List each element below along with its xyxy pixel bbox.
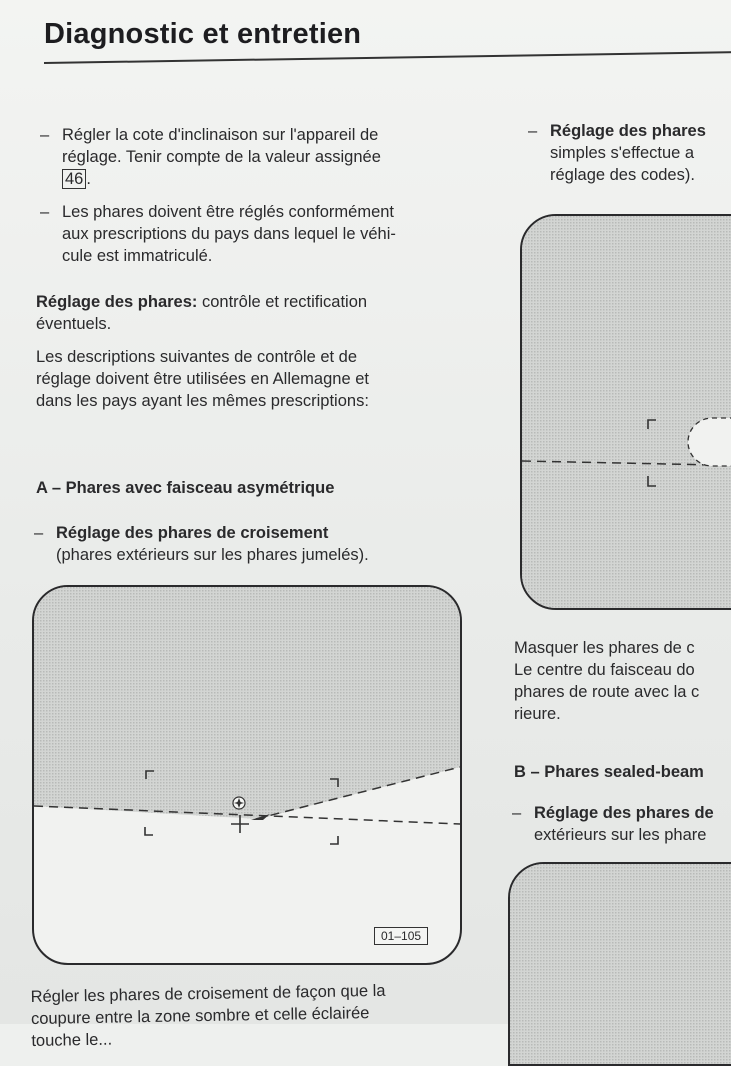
para-text: contrôle et rectification bbox=[197, 293, 368, 311]
bullet-regulations bbox=[40, 201, 396, 267]
bullet-dash: – bbox=[512, 804, 522, 822]
para-text: rieure. bbox=[514, 705, 561, 723]
bullet-dash: – bbox=[34, 524, 44, 542]
bullet-dash: – bbox=[528, 122, 538, 140]
para-text: phares de route avec la c bbox=[514, 683, 700, 701]
sealed-beam-diagram bbox=[508, 862, 731, 1066]
bullet-line: réglage. Tenir compte de la valeur assignée bbox=[62, 148, 381, 166]
bullet-line: simples s'effectue a bbox=[550, 144, 695, 162]
bullet-inclination bbox=[40, 124, 381, 190]
paragraph-bottom bbox=[30, 980, 386, 1052]
para-text: Le centre du faisceau do bbox=[514, 661, 695, 679]
dark-zone bbox=[510, 864, 731, 1064]
bold-lead: Réglage des phares: bbox=[36, 293, 198, 311]
para-text: coupure entre la zone sombre et celle éclairée bbox=[30, 1004, 370, 1028]
bullet-low-beam bbox=[34, 522, 369, 566]
dark-zone bbox=[522, 216, 731, 608]
para-text: Masquer les phares de c bbox=[514, 639, 695, 657]
period: . bbox=[86, 170, 91, 188]
para-text: Les descriptions suivantes de contrôle et de bbox=[36, 348, 358, 366]
bullet-line: Réglage des phares de croisement bbox=[56, 524, 329, 542]
bullet-line: Réglage des phares bbox=[550, 122, 706, 140]
bullet-line: Réglage des phares de bbox=[534, 804, 714, 822]
low-beam-diagram bbox=[32, 585, 462, 965]
paragraph-right-mask bbox=[514, 637, 699, 725]
light-spot-icon bbox=[233, 797, 245, 809]
bullet-line: aux prescriptions du pays dans lequel le véhi- bbox=[62, 225, 396, 243]
bullet-dash: – bbox=[40, 203, 50, 221]
section-b-heading: B – Phares sealed-beam bbox=[514, 763, 704, 781]
page-title: Diagnostic et entretien bbox=[44, 18, 362, 50]
bullet-line: extérieurs sur les phare bbox=[534, 826, 707, 844]
bullet-line: réglage des codes). bbox=[550, 166, 695, 184]
bullet-line: Les phares doivent être réglés conformément bbox=[62, 203, 395, 221]
reference-box: 46 bbox=[62, 169, 86, 189]
section-a-heading: A – Phares avec faisceau asymétrique bbox=[36, 479, 335, 497]
figure-label: 01–105 bbox=[374, 927, 428, 945]
paragraph-headlight-check bbox=[36, 291, 367, 335]
bullet-line: Régler la cote d'inclinaison sur l'appareil de bbox=[62, 126, 379, 144]
para-text: touche le... bbox=[31, 1030, 113, 1050]
para-text: éventuels. bbox=[36, 315, 112, 333]
diagram-svg-sealed bbox=[510, 864, 731, 1064]
paragraph-descriptions bbox=[36, 346, 369, 412]
bullet-right-simple bbox=[528, 120, 706, 186]
corner-mark bbox=[330, 836, 338, 844]
para-text: Régler les phares de croisement de façon que la bbox=[30, 981, 386, 1007]
para-text: réglage doivent être utilisées en Allemagne et bbox=[36, 370, 369, 388]
diagram-svg-right bbox=[522, 216, 731, 608]
bullet-right-sealed bbox=[512, 802, 714, 846]
corner-mark bbox=[145, 827, 153, 835]
bullet-line: cule est immatriculé. bbox=[62, 247, 213, 265]
diagram-svg bbox=[34, 587, 460, 963]
high-beam-diagram bbox=[520, 214, 731, 610]
bullet-dash: – bbox=[40, 126, 50, 144]
bullet-line: (phares extérieurs sur les phares jumelés). bbox=[56, 546, 369, 564]
dark-zone bbox=[34, 587, 460, 819]
para-text: dans les pays ayant les mêmes prescriptions: bbox=[36, 392, 369, 410]
